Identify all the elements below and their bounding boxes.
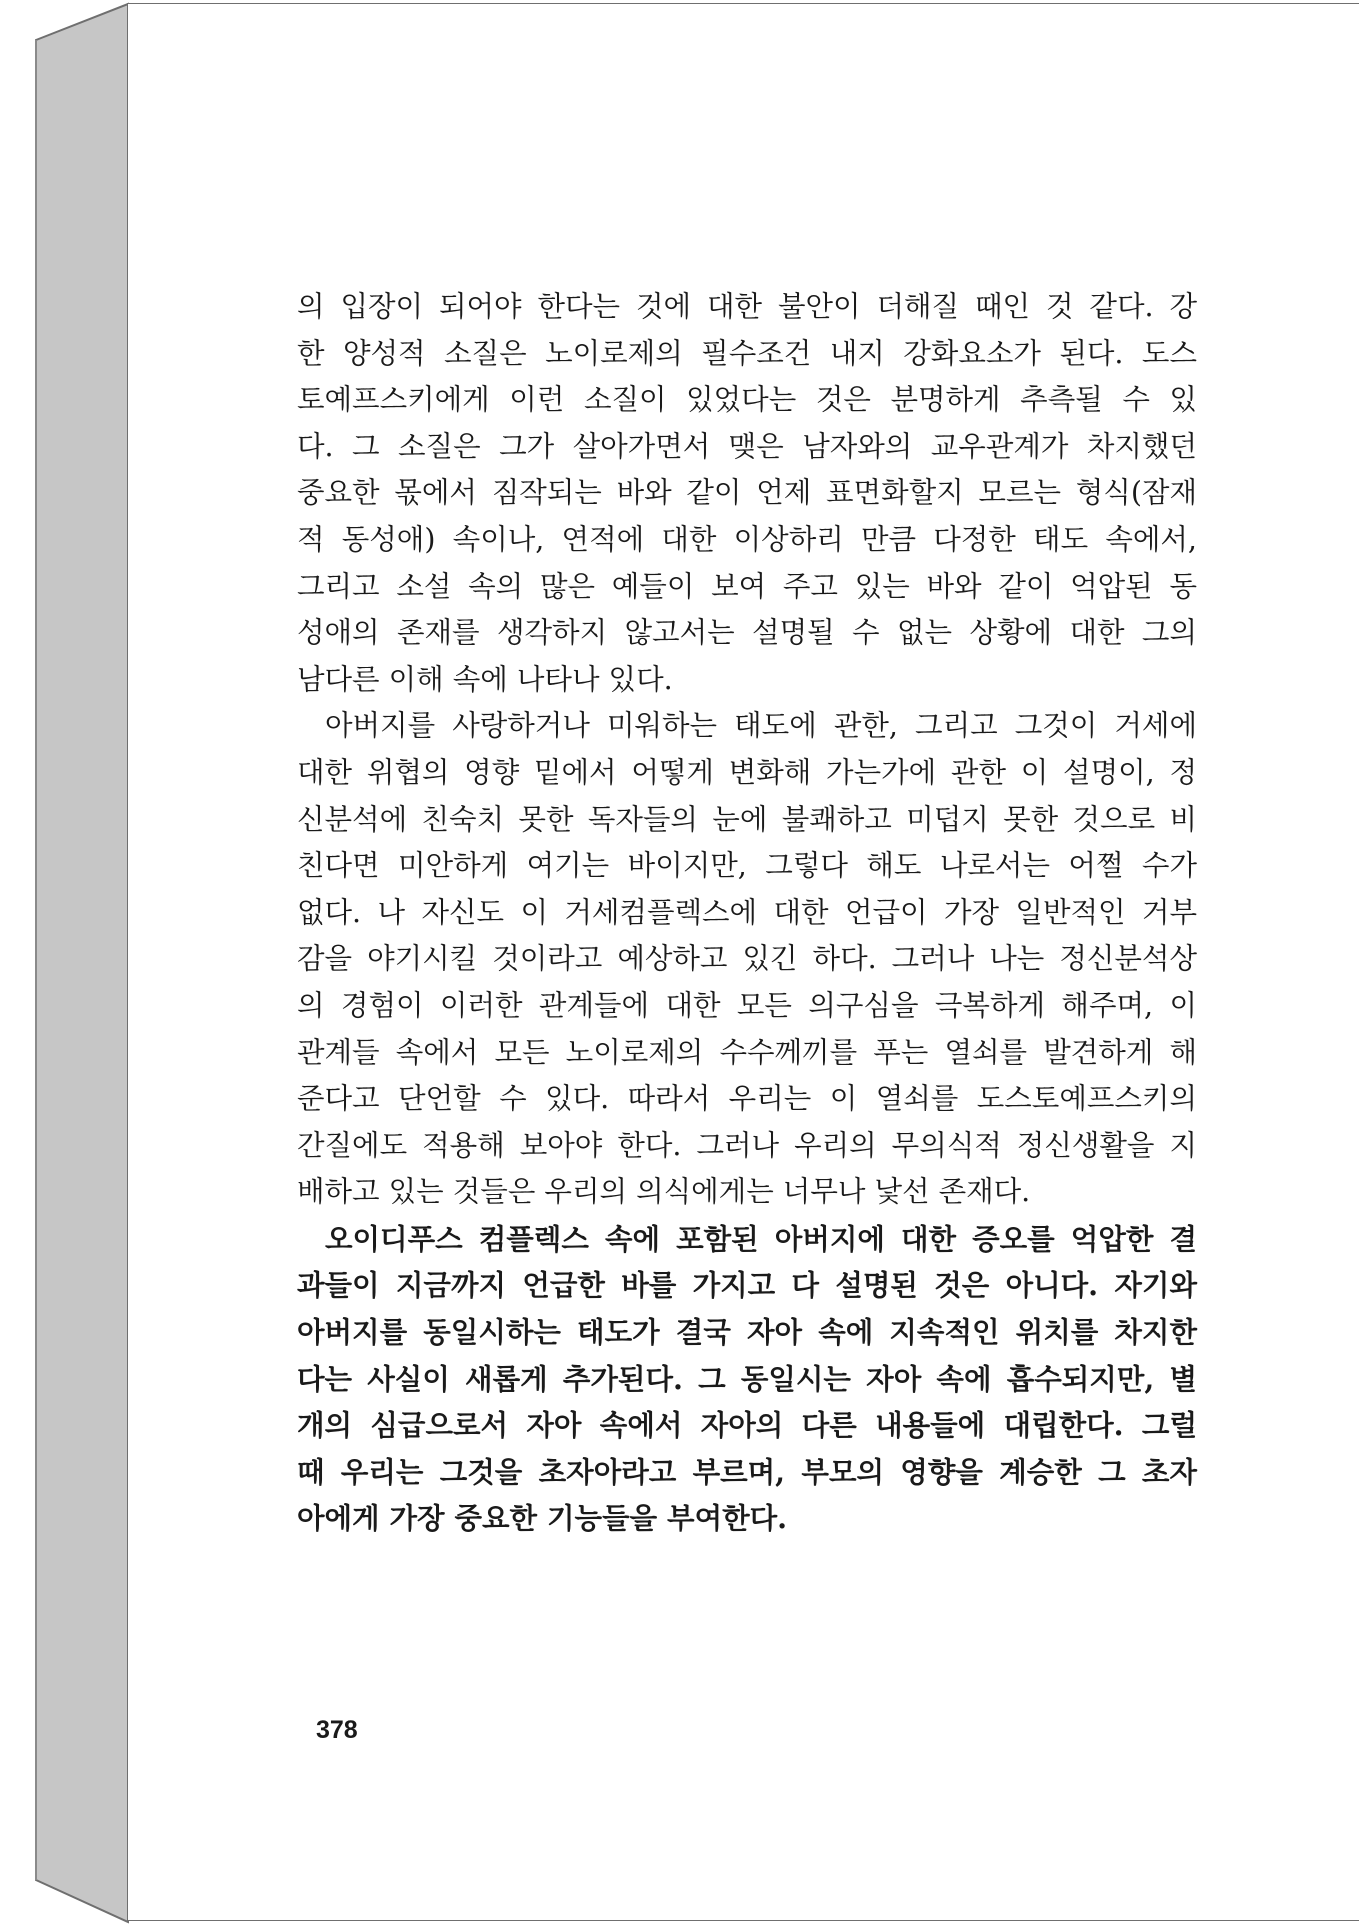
paragraph-3 <box>297 1216 1197 1542</box>
text-line: 신분석에 친숙치 못한 독자들의 눈에 불쾌하고 미덥지 못한 것으로 비 <box>297 802 1197 836</box>
text-line: 의 경험이 이러한 관계들에 대한 모든 의구심을 극복하게 해주며, 이 <box>297 988 1197 1022</box>
text-line: 준다고 단언할 수 있다. 따라서 우리는 이 열쇠를 도스토예프스키의 <box>297 1082 1197 1116</box>
text-line: 아에게 가장 중요한 기능들을 부여한다. <box>297 1501 788 1536</box>
body-text <box>297 284 1197 1542</box>
text-line: 적 동성애) 속이나, 연적에 대한 이상하리 만큼 다정한 태도 속에서, <box>297 522 1197 556</box>
text-line: 의 입장이 되어야 한다는 것에 대한 불안이 더해질 때인 것 같다. 강 <box>297 290 1197 323</box>
text-line: 성애의 존재를 생각하지 않고서는 설명될 수 없는 상황에 대한 그의 <box>297 616 1197 650</box>
text-line: 아버지를 사랑하거나 미워하는 태도에 관한, 그리고 그것이 거세에 <box>325 709 1197 743</box>
text-line: 때 우리는 그것을 초자아라고 부르며, 부모의 영향을 계승한 그 초자 <box>297 1454 1197 1489</box>
page-number: 378 <box>316 1716 358 1744</box>
text-line: 오이디푸스 컴플렉스 속에 포함된 아버지에 대한 증오를 억압한 결 <box>325 1221 1197 1256</box>
text-line: 관계들 속에서 모든 노이로제의 수수께끼를 푸는 열쇠를 발견하게 해 <box>297 1035 1197 1069</box>
text-line: 개의 심급으로서 자아 속에서 자아의 다른 내용들에 대립한다. 그럴 <box>297 1408 1197 1443</box>
text-line: 감을 야기시킬 것이라고 예상하고 있긴 하다. 그러나 나는 정신분석상 <box>297 942 1197 976</box>
text-line: 남다른 이해 속에 나타나 있다. <box>297 662 673 696</box>
book-spine <box>36 4 128 1922</box>
text-line: 한 양성적 소질은 노이로제의 필수조건 내지 강화요소가 된다. 도스 <box>297 336 1197 370</box>
text-line: 중요한 몫에서 짐작되는 바와 같이 언제 표면화할지 모르는 형식(잠재 <box>297 476 1197 510</box>
text-line: 그리고 소설 속의 많은 예들이 보여 주고 있는 바와 같이 억압된 동 <box>297 569 1197 603</box>
text-line: 배하고 있는 것들은 우리의 의식에게는 너무나 낯선 존재다. <box>297 1175 1031 1209</box>
text-line: 과들이 지금까지 언급한 바를 가지고 다 설명된 것은 아니다. 자기와 <box>297 1268 1197 1303</box>
paragraph-1 <box>297 284 1197 703</box>
text-line: 아버지를 동일시하는 태도가 결국 자아 속에 지속적인 위치를 차지한 <box>297 1315 1197 1350</box>
text-line: 토예프스키에게 이런 소질이 있었다는 것은 분명하게 추측될 수 있 <box>297 383 1197 417</box>
text-line: 없다. 나 자신도 이 거세컴플렉스에 대한 언급이 가장 일반적인 거부 <box>297 895 1197 929</box>
paragraph-2 <box>297 703 1197 1216</box>
text-line: 다는 사실이 새롭게 추가된다. 그 동일시는 자아 속에 흡수되지만, 별 <box>297 1361 1197 1396</box>
text-line: 간질에도 적용해 보아야 한다. 그러나 우리의 무의식적 정신생활을 지 <box>297 1128 1197 1162</box>
text-line: 친다면 미안하게 여기는 바이지만, 그렇다 해도 나로서는 어쩔 수가 <box>297 849 1197 883</box>
text-line: 다. 그 소질은 그가 살아가면서 맺은 남자와의 교우관계가 차지했던 <box>297 429 1197 463</box>
text-line: 대한 위협의 영향 밑에서 어떻게 변화해 가는가에 관한 이 설명이, 정 <box>297 755 1197 789</box>
